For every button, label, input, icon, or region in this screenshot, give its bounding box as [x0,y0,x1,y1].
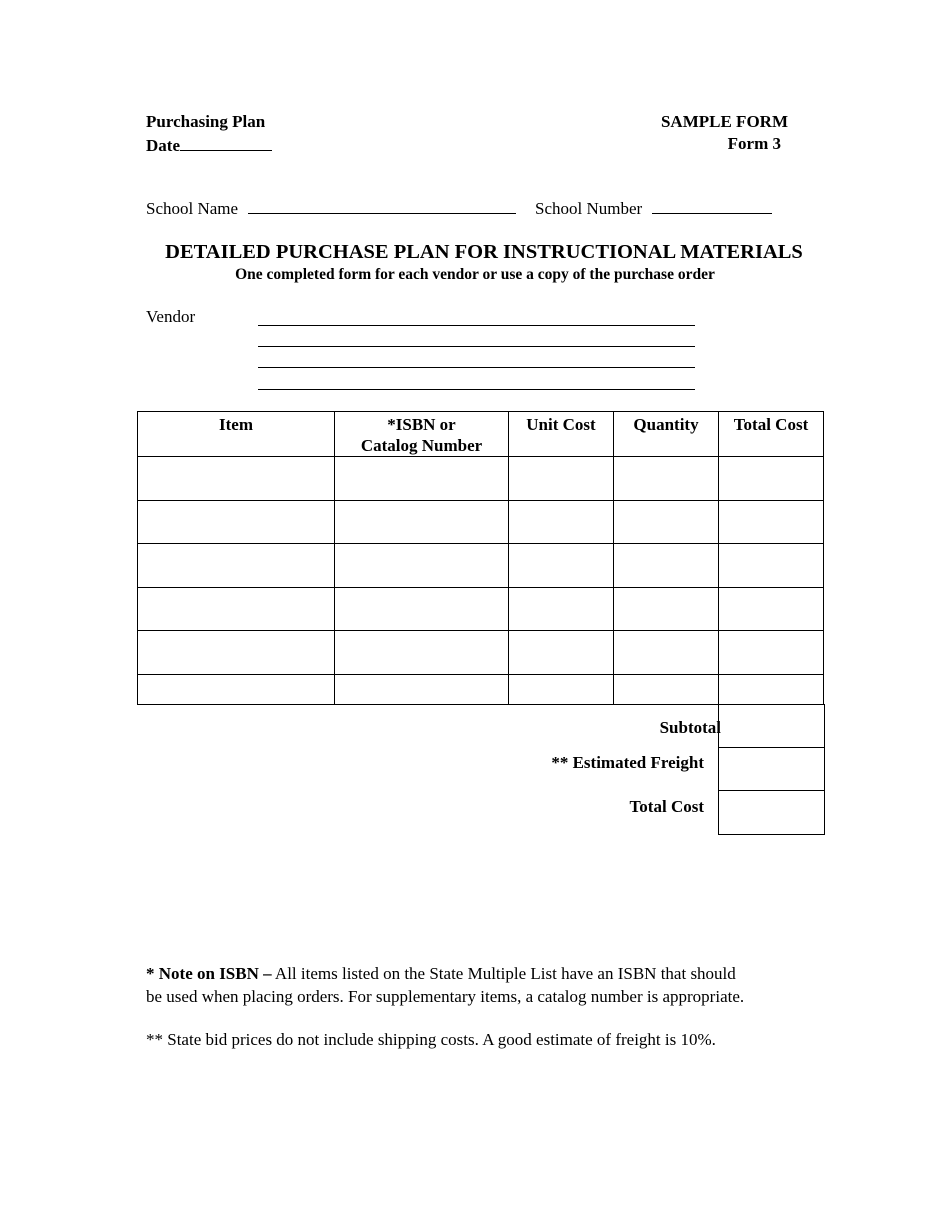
quantity-cell[interactable] [614,544,719,588]
unit-cost-cell[interactable] [509,674,614,704]
header-isbn-line2: Catalog Number [360,436,483,455]
total-cost-cell[interactable] [719,500,824,544]
estimated-freight-label: ** Estimated Freight [551,753,704,772]
isbn-note-prefix: * Note on ISBN – [146,964,272,983]
total-cost-label: Total Cost [629,797,704,816]
date-field[interactable] [146,133,272,157]
page-title: DETAILED PURCHASE PLAN FOR INSTRUCTIONAL MATERIALS [165,241,803,263]
total-cost-cell[interactable] [719,587,824,631]
header-total-cost: Total Cost [719,412,824,457]
item-cell[interactable] [138,544,335,588]
header-isbn-line1: *ISBN or [387,415,456,434]
purchase-items-table [137,411,824,705]
table-row [138,674,824,704]
quantity-cell[interactable] [614,500,719,544]
vendor-line-4[interactable] [258,389,695,390]
estimated-freight-box[interactable] [718,748,825,791]
isbn-cell[interactable] [335,631,509,675]
vendor-line-2[interactable] [258,346,695,347]
table-header-row [138,412,824,457]
header-isbn [335,412,509,457]
total-cost-cell[interactable] [719,631,824,675]
form-number: Form 3 [727,134,781,153]
school-number-row [535,197,772,220]
isbn-note-line1 [146,962,736,985]
table-row [138,500,824,544]
table-row [138,544,824,588]
item-cell[interactable] [138,587,335,631]
isbn-note-text: All items listed on the State Multiple List have an ISBN that should [271,964,736,983]
vendor-line-3[interactable] [258,367,695,368]
table-row [138,587,824,631]
school-number-label: School Number [535,199,643,218]
isbn-cell[interactable] [335,544,509,588]
date-label: Date [146,136,180,155]
quantity-cell[interactable] [614,631,719,675]
isbn-cell[interactable] [335,500,509,544]
quantity-cell[interactable] [614,587,719,631]
sample-form-label: SAMPLE FORM [660,112,788,131]
unit-cost-cell[interactable] [509,544,614,588]
header-unit-cost: Unit Cost [509,412,614,457]
item-cell[interactable] [138,457,335,501]
quantity-cell[interactable] [614,457,719,501]
vendor-label: Vendor [146,307,196,326]
total-cost-cell[interactable] [719,457,824,501]
unit-cost-cell[interactable] [509,500,614,544]
total-cost-cell[interactable] [719,674,824,704]
purchasing-plan-label: Purchasing Plan [146,112,266,131]
total-cost-box[interactable] [718,791,825,835]
date-blank[interactable] [180,133,272,151]
school-name-label: School Name [146,199,239,218]
school-name-row [146,197,516,220]
school-name-blank[interactable] [248,197,516,214]
isbn-note-line2: be used when placing orders. For supplementary items, a catalog number is appropriate. [146,987,745,1006]
item-cell[interactable] [138,631,335,675]
isbn-cell[interactable] [335,457,509,501]
header-quantity: Quantity [614,412,719,457]
header-item: Item [138,412,335,457]
freight-note: ** State bid prices do not include shipping costs. A good estimate of freight is 10%. [146,1030,716,1049]
subtotal-label: Subtotal [659,718,721,737]
subtotal-box[interactable] [718,704,825,748]
item-cell[interactable] [138,500,335,544]
table-row [138,631,824,675]
isbn-cell[interactable] [335,587,509,631]
school-number-blank[interactable] [652,197,772,214]
isbn-cell[interactable] [335,674,509,704]
quantity-cell[interactable] [614,674,719,704]
total-cost-cell[interactable] [719,544,824,588]
unit-cost-cell[interactable] [509,587,614,631]
unit-cost-cell[interactable] [509,457,614,501]
table-row [138,457,824,501]
vendor-line-1[interactable] [258,325,695,326]
unit-cost-cell[interactable] [509,631,614,675]
item-cell[interactable] [138,674,335,704]
page-subtitle: One completed form for each vendor or use a copy of the purchase order [235,266,715,283]
